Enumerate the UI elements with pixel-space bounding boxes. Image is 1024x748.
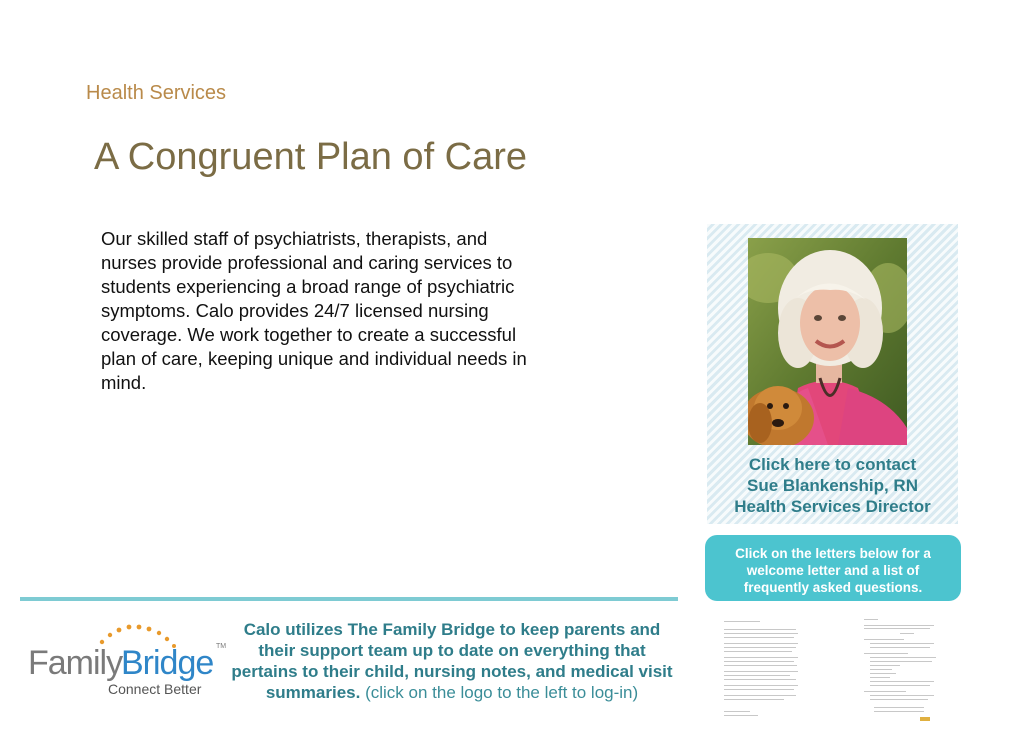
contact-role: Health Services Director [734, 497, 931, 516]
logo-trademark: TM [216, 643, 226, 650]
family-bridge-description-text: Calo utilizes The Family Bridge to keep parents and their support team up to date on everything that pertains to their child, nursing notes, and medical visit summaries. [231, 620, 673, 702]
intro-paragraph: Our skilled staff of psychiatrists, therapists, and nurses provide professional and caring services to students experiencing a broad range of psychiatric symptoms. Calo provides 24/7 licensed nursing coverage. We work together to create a successful plan of care, keeping unique and individual needs in mind. [101, 228, 527, 393]
contact-line-1: Click here to contact [748, 455, 917, 474]
director-portrait-photo [748, 238, 907, 445]
page-title: A Congruent Plan of Care [94, 136, 528, 178]
family-bridge-logo-icon [26, 622, 226, 702]
contact-name: Sue Blankenship, RN [747, 476, 918, 495]
contact-link-text[interactable] [707, 454, 958, 517]
family-bridge-description [229, 619, 675, 703]
logo-word-family: Family [28, 644, 123, 682]
letters-info-callout [705, 535, 961, 601]
callout-line-3: frequently asked questions. [743, 580, 923, 595]
contact-director-card[interactable] [707, 224, 958, 524]
faq-document-thumbnail[interactable] [860, 615, 942, 723]
section-divider [20, 597, 678, 601]
callout-line-1: Click on the letters below for a [735, 546, 931, 561]
logo-word-bridge: Bridge [121, 644, 214, 682]
login-hint: (click on the logo to the left to log-in) [360, 683, 639, 702]
portrait-photo-icon [748, 238, 907, 445]
callout-line-2: welcome letter and a list of [746, 563, 920, 578]
family-bridge-logo-link[interactable] [26, 622, 226, 702]
section-label: Health Services [86, 82, 227, 104]
welcome-letter-thumbnail[interactable] [720, 615, 802, 723]
logo-tagline: Connect Better [108, 681, 202, 697]
